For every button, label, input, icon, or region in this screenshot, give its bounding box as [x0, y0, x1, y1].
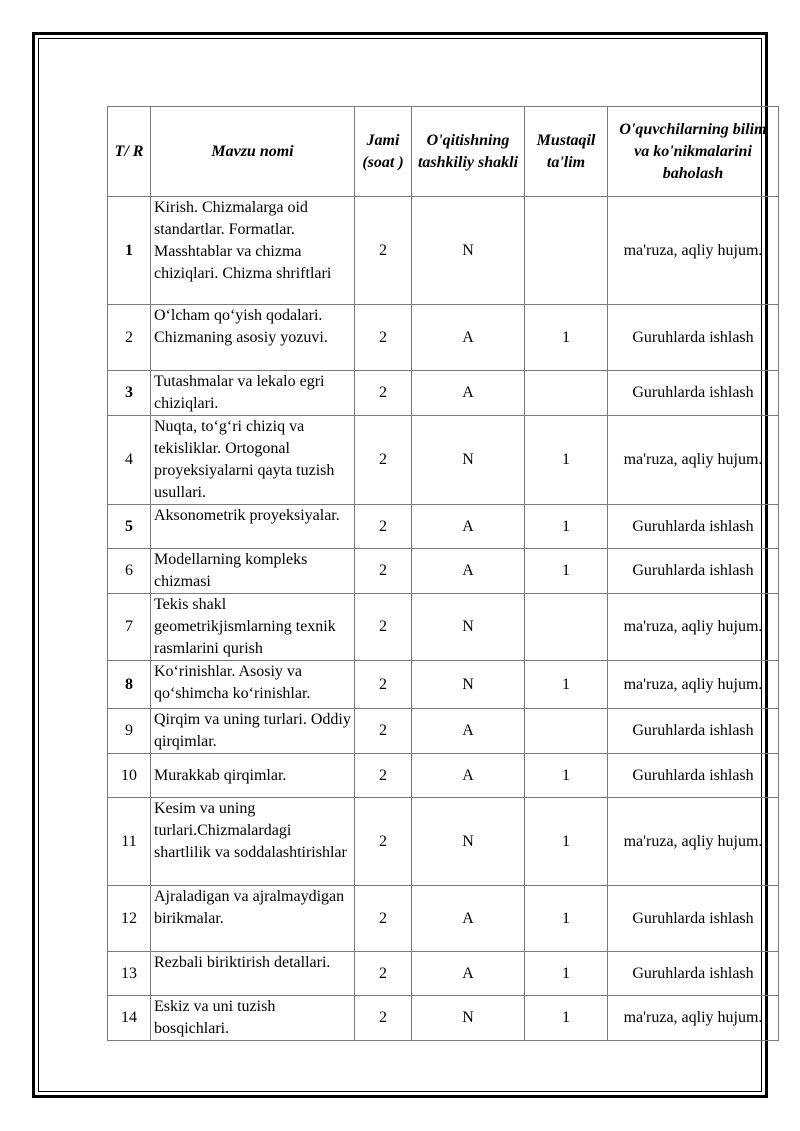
row-assessment: Guruhlarda ishlash — [608, 709, 779, 754]
table-row — [108, 505, 779, 549]
row-self-study: 1 — [525, 416, 608, 505]
row-assessment: Guruhlarda ishlash — [608, 549, 779, 594]
row-hours: 2 — [355, 594, 412, 661]
row-self-study — [525, 197, 608, 305]
row-form: A — [412, 305, 525, 371]
header-topic: Mavzu nomi — [151, 107, 355, 197]
row-hours: 2 — [355, 505, 412, 549]
header-tr: T/ R — [108, 107, 151, 197]
row-assessment: Guruhlarda ishlash — [608, 886, 779, 952]
row-assessment: ma'ruza, aqliy hujum. — [608, 416, 779, 505]
row-number: 12 — [108, 886, 151, 952]
row-assessment: ma'ruza, aqliy hujum. — [608, 594, 779, 661]
row-number: 1 — [108, 197, 151, 305]
table-row — [108, 371, 779, 416]
header-hours: Jami (soat ) — [355, 107, 412, 197]
table-row — [108, 709, 779, 754]
row-hours: 2 — [355, 754, 412, 798]
table-row — [108, 798, 779, 886]
row-assessment: Guruhlarda ishlash — [608, 754, 779, 798]
row-form: A — [412, 709, 525, 754]
row-topic: Tekis shakl geometrikjismlarning texnik rasmlarini qurish — [151, 594, 355, 661]
row-number: 11 — [108, 798, 151, 886]
row-self-study — [525, 709, 608, 754]
row-self-study: 1 — [525, 886, 608, 952]
row-number: 8 — [108, 661, 151, 709]
row-hours: 2 — [355, 305, 412, 371]
row-number: 13 — [108, 952, 151, 996]
row-assessment: ma'ruza, aqliy hujum. — [608, 996, 779, 1041]
row-topic: Qirqim va uning turlari. Oddiy qirqimlar. — [151, 709, 355, 754]
row-number: 5 — [108, 505, 151, 549]
table-row — [108, 661, 779, 709]
row-assessment: Guruhlarda ishlash — [608, 952, 779, 996]
row-topic: Ko‘rinishlar. Asosiy va qo‘shimcha ko‘rinishlar. — [151, 661, 355, 709]
row-form: A — [412, 886, 525, 952]
table-row — [108, 886, 779, 952]
row-self-study: 1 — [525, 798, 608, 886]
schedule-table — [107, 106, 779, 1041]
table-row — [108, 197, 779, 305]
table-row — [108, 594, 779, 661]
row-assessment: ma'ruza, aqliy hujum. — [608, 661, 779, 709]
row-topic: O‘lcham qo‘yish qodalari. Chizmaning asosiy yozuvi. — [151, 305, 355, 371]
row-hours: 2 — [355, 416, 412, 505]
row-number: 14 — [108, 996, 151, 1041]
row-form: N — [412, 197, 525, 305]
row-assessment: Guruhlarda ishlash — [608, 371, 779, 416]
row-assessment: Guruhlarda ishlash — [608, 305, 779, 371]
row-form: N — [412, 996, 525, 1041]
row-form: N — [412, 416, 525, 505]
row-assessment: Guruhlarda ishlash — [608, 505, 779, 549]
row-topic: Ajraladigan va ajralmaydigan birikmalar. — [151, 886, 355, 952]
row-topic: Modellarning kompleks chizmasi — [151, 549, 355, 594]
header-form: O'qitishning tashkiliy shakli — [412, 107, 525, 197]
row-topic: Kesim va uning turlari.Chizmalardagi shartlilik va soddalashtirishlar — [151, 798, 355, 886]
row-number: 3 — [108, 371, 151, 416]
row-number: 7 — [108, 594, 151, 661]
row-topic: Kirish. Chizmalarga oid standartlar. Formatlar. Masshtablar va chizma chiziqlari. Chizma shriftlari — [151, 197, 355, 305]
row-hours: 2 — [355, 197, 412, 305]
header-self-study: Mustaqil ta'lim — [525, 107, 608, 197]
row-self-study: 1 — [525, 549, 608, 594]
row-number: 4 — [108, 416, 151, 505]
table-row — [108, 996, 779, 1041]
row-topic: Murakkab qirqimlar. — [151, 754, 355, 798]
row-form: A — [412, 952, 525, 996]
table-row — [108, 952, 779, 996]
row-topic: Tutashmalar va lekalo egri chiziqlari. — [151, 371, 355, 416]
row-assessment: ma'ruza, aqliy hujum. — [608, 197, 779, 305]
row-topic: Nuqta, to‘g‘ri chiziq va tekisliklar. Ortogonal proyeksiyalarni qayta tuzish usullari. — [151, 416, 355, 505]
header-row — [108, 107, 779, 197]
row-self-study — [525, 371, 608, 416]
table-row — [108, 305, 779, 371]
row-form: A — [412, 505, 525, 549]
row-self-study — [525, 594, 608, 661]
row-number: 6 — [108, 549, 151, 594]
row-self-study: 1 — [525, 754, 608, 798]
row-hours: 2 — [355, 798, 412, 886]
row-form: N — [412, 798, 525, 886]
row-hours: 2 — [355, 952, 412, 996]
row-hours: 2 — [355, 661, 412, 709]
table-row — [108, 549, 779, 594]
row-form: A — [412, 754, 525, 798]
row-hours: 2 — [355, 886, 412, 952]
row-topic: Aksonometrik proyeksiyalar. — [151, 505, 355, 549]
row-self-study: 1 — [525, 996, 608, 1041]
row-topic: Rezbali biriktirish detallari. — [151, 952, 355, 996]
row-self-study: 1 — [525, 305, 608, 371]
row-topic: Eskiz va uni tuzish bosqichlari. — [151, 996, 355, 1041]
row-hours: 2 — [355, 996, 412, 1041]
row-number: 10 — [108, 754, 151, 798]
row-self-study: 1 — [525, 952, 608, 996]
row-self-study: 1 — [525, 505, 608, 549]
row-number: 2 — [108, 305, 151, 371]
row-form: A — [412, 549, 525, 594]
row-form: N — [412, 661, 525, 709]
row-assessment: ma'ruza, aqliy hujum. — [608, 798, 779, 886]
table-row — [108, 754, 779, 798]
row-hours: 2 — [355, 709, 412, 754]
header-assessment: O'quvchilarning bilim va ko'nikmalarini baholash — [608, 107, 779, 197]
table-row — [108, 416, 779, 505]
row-form: N — [412, 594, 525, 661]
row-form: A — [412, 371, 525, 416]
row-self-study: 1 — [525, 661, 608, 709]
row-hours: 2 — [355, 371, 412, 416]
row-number: 9 — [108, 709, 151, 754]
row-hours: 2 — [355, 549, 412, 594]
